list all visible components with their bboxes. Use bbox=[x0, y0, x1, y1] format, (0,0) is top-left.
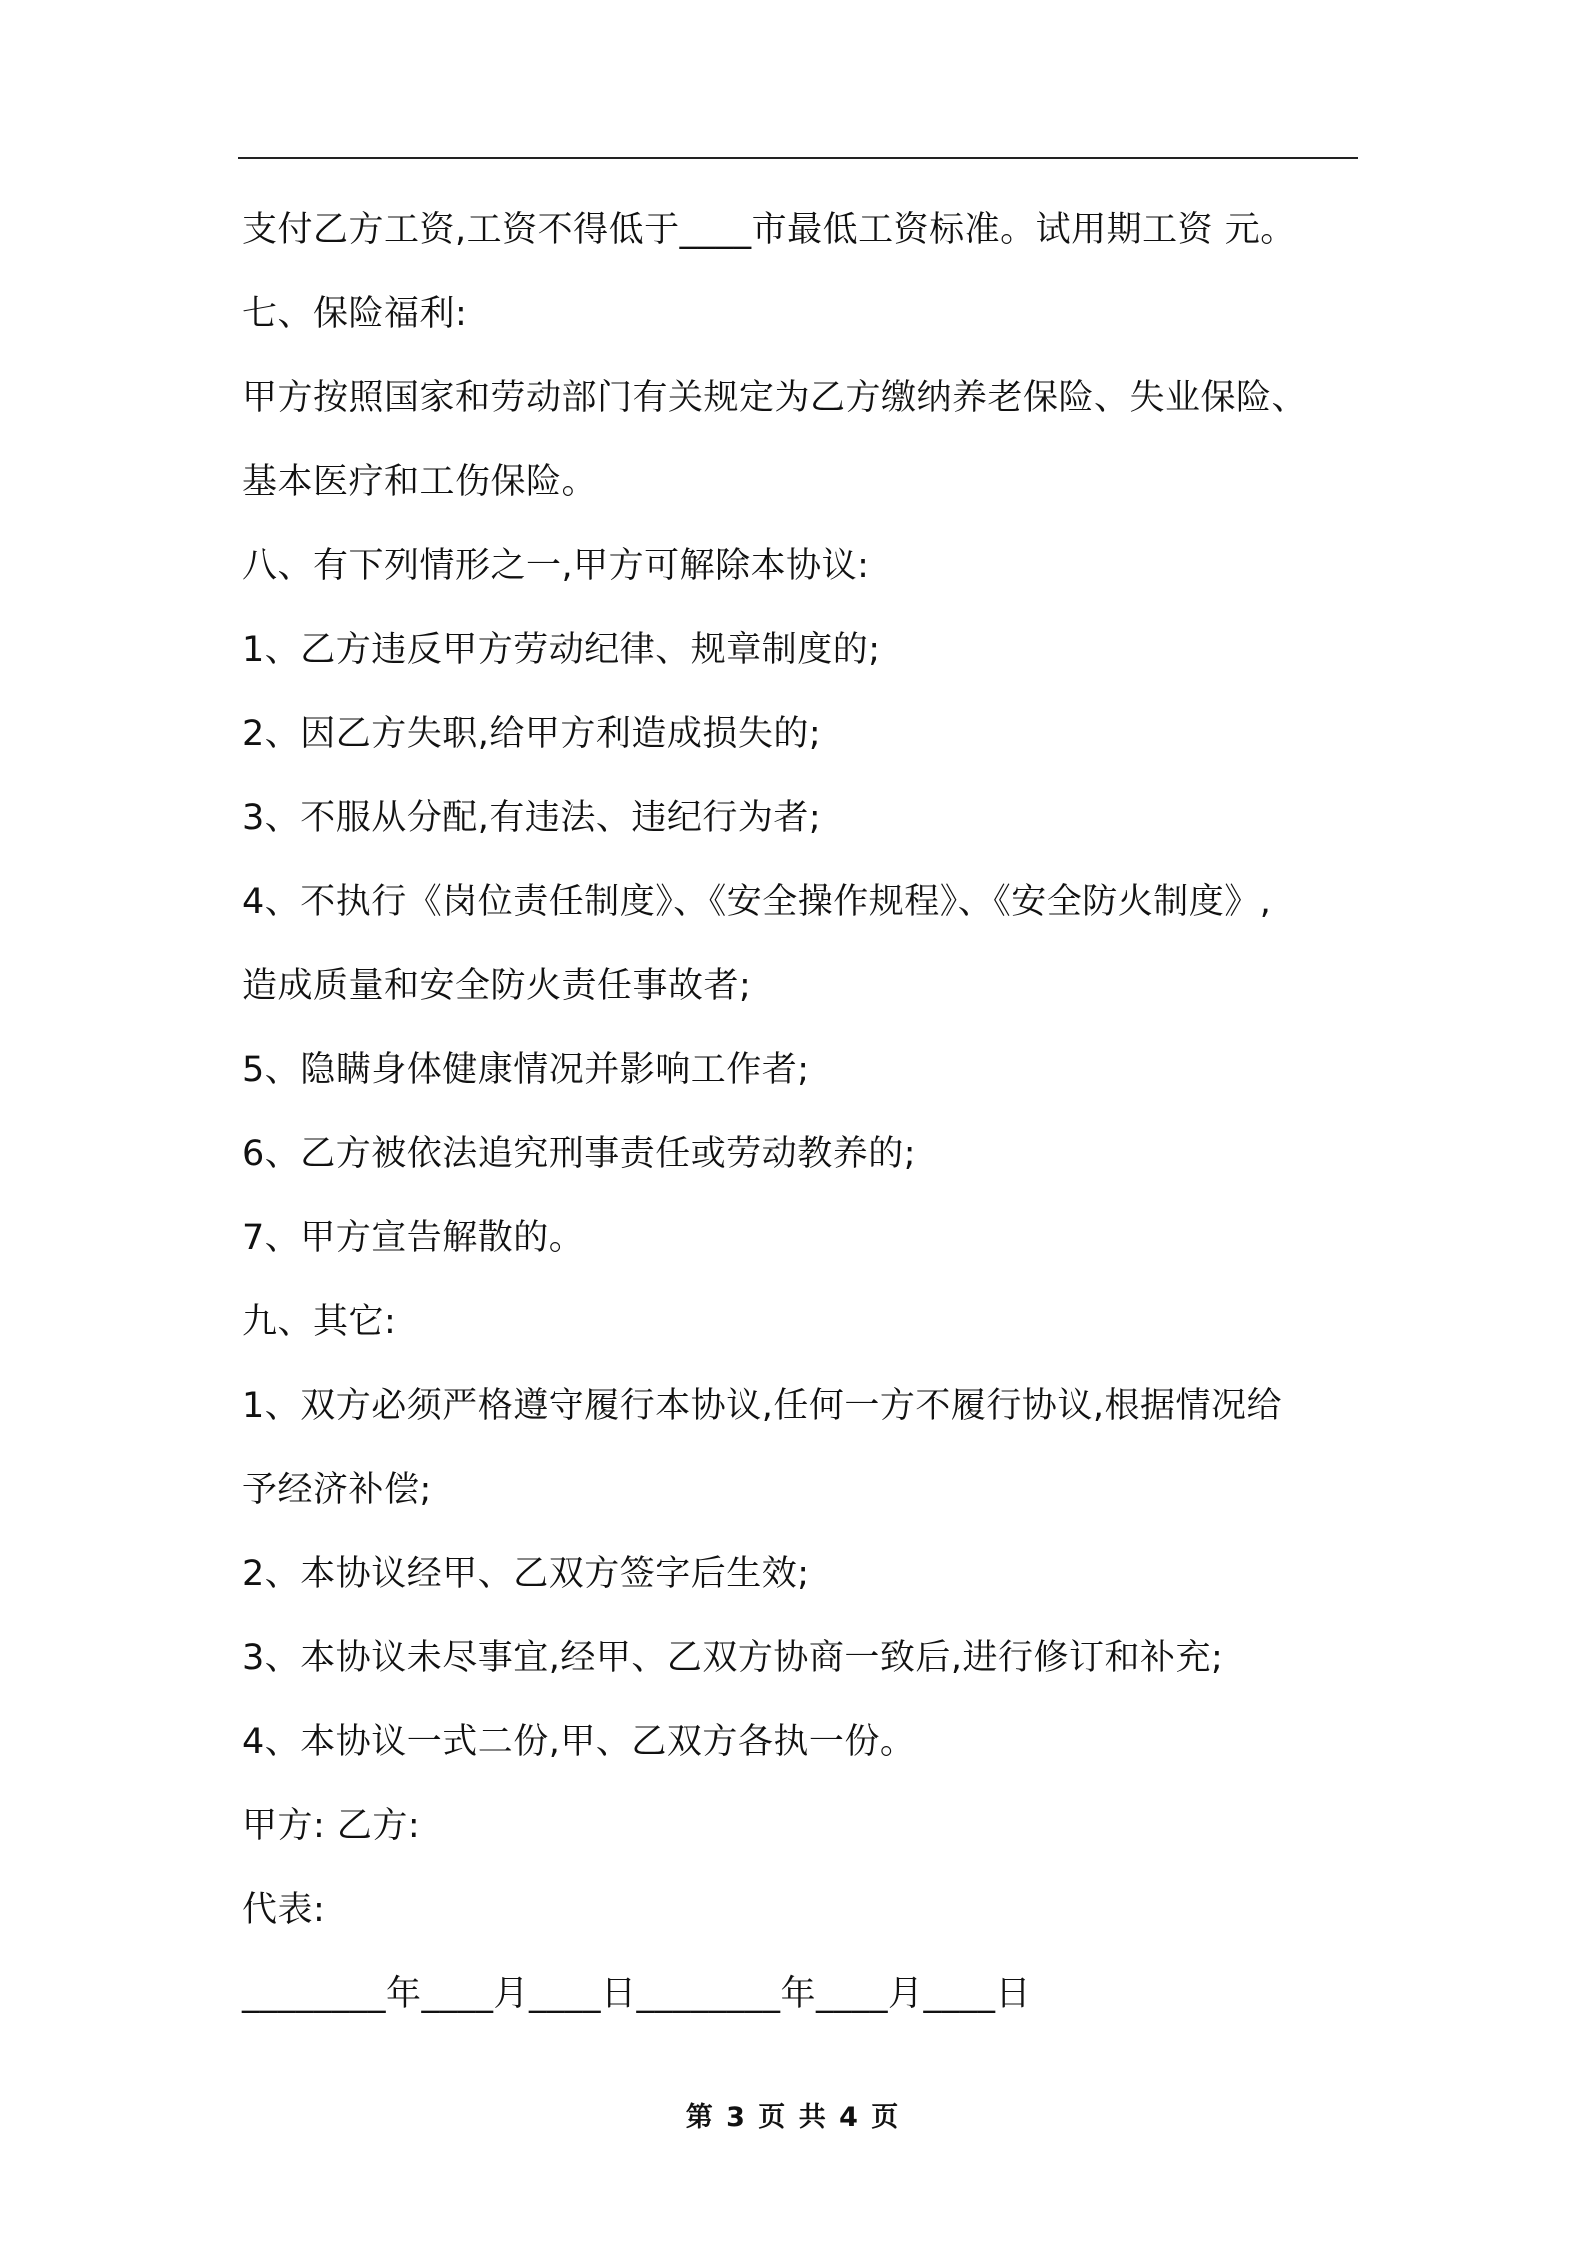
signature-date-line: ________年____月____日________年____月____日 bbox=[242, 1974, 1032, 2014]
signature-parties: 甲方: 乙方: bbox=[242, 1806, 421, 1846]
list-item: 1、乙方违反甲方劳动纪律、规章制度的; bbox=[242, 630, 881, 670]
text-line: 支付乙方工资,工资不得低于____市最低工资标准。试用期工资 元。 bbox=[242, 210, 1296, 250]
text-line: 造成质量和安全防火责任事故者; bbox=[242, 966, 752, 1006]
list-item: 5、隐瞒身体健康情况并影响工作者; bbox=[242, 1050, 810, 1090]
list-item: 4、本协议一式二份,甲、乙双方各执一份。 bbox=[242, 1722, 916, 1762]
list-item: 4、不执行《岗位责任制度》、《安全操作规程》、《安全防火制度》, bbox=[242, 882, 1272, 922]
document-body bbox=[242, 200, 1362, 2048]
section-heading: 七、保险福利: bbox=[242, 294, 468, 334]
text-line: 基本医疗和工伤保险。 bbox=[242, 462, 598, 502]
list-item: 3、本协议未尽事宜,经甲、乙双方协商一致后,进行修订和补充; bbox=[242, 1638, 1224, 1678]
page-footer: 第 3 页 共 4 页 bbox=[685, 2102, 901, 2133]
text-line: 予经济补偿; bbox=[242, 1470, 432, 1510]
list-item: 6、乙方被依法追究刑事责任或劳动教养的; bbox=[242, 1134, 917, 1174]
list-item: 2、本协议经甲、乙双方签字后生效; bbox=[242, 1554, 810, 1594]
list-item: 7、甲方宣告解散的。 bbox=[242, 1218, 585, 1258]
text-line: 甲方按照国家和劳动部门有关规定为乙方缴纳养老保险、失业保险、 bbox=[242, 378, 1308, 418]
list-item: 1、双方必须严格遵守履行本协议,任何一方不履行协议,根据情况给 bbox=[242, 1386, 1283, 1426]
signature-representative: 代表: bbox=[242, 1890, 326, 1930]
list-item: 2、因乙方失职,给甲方利造成损失的; bbox=[242, 714, 822, 754]
section-heading: 九、其它: bbox=[242, 1302, 397, 1342]
list-item: 3、不服从分配,有违法、违纪行为者; bbox=[242, 798, 822, 838]
section-heading: 八、有下列情形之一,甲方可解除本协议: bbox=[242, 546, 870, 586]
header-rule bbox=[238, 157, 1358, 159]
